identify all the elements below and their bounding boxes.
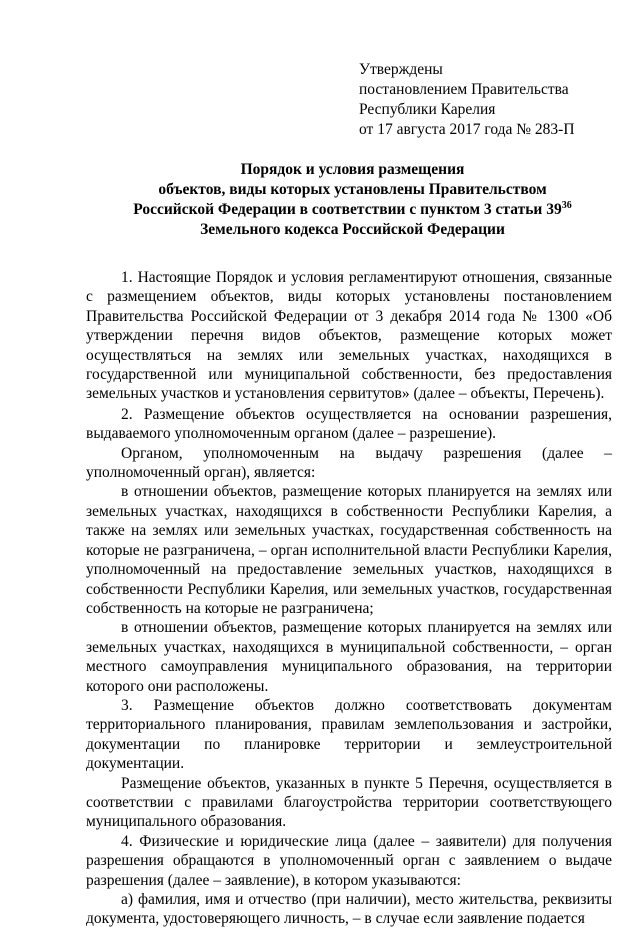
approval-line: Республики Карелия bbox=[359, 101, 496, 118]
title-superscript: 36 bbox=[561, 200, 572, 211]
paragraph: 3. Размещение объектов должно соответствовать документам территориального планирования, правилам землепользования и застройки, документации по планировке территории и землеустроительной документации. bbox=[86, 696, 612, 773]
document-title bbox=[60, 160, 640, 240]
paragraph: Размещение объектов, указанных в пункте 5 Перечня, осуществляется в соответствии с правилами благоустройства территории соответствующего муниципального образования. bbox=[86, 774, 612, 831]
paragraph: в отношении объектов, размещение которых планируется на землях или земельных участках, находящихся в собственности Республики Карелия, а также на землях или земельных участках, государственная собственность на которые не разграничена, – орган исполнительной власти Республики Карелия, уполномоченный на предоставление земельных участков, находящихся в собственности Республики Карелия, или земельных участков, государственная собственность на которые не разграничена; bbox=[86, 483, 612, 617]
paragraph: Органом, уполномоченным на выдачу разрешения (далее – уполномоченный орган), является: bbox=[86, 444, 612, 482]
paragraph: 2. Размещение объектов осуществляется на основании разрешения, выдаваемого уполномоченным органом (далее – разрешение). bbox=[86, 405, 612, 443]
title-line: Порядок и условия размещения bbox=[240, 161, 465, 178]
title-line: Земельного кодекса Российской Федерации bbox=[200, 221, 505, 238]
document-body bbox=[86, 268, 612, 929]
paragraph: 1. Настоящие Порядок и условия регламентируют отношения, связанные с размещением объектов, виды которых установлены постановлением Правительства Российской Федерации от 3 декабря 2014 года № 1300 «Об утверждении перечня видов объектов, размещение которых может осуществляться на землях или земельных участках, находящихся в государственной или муниципальной собственности, без предоставления земельных участков и установления сервитутов» (далее – объекты, Перечень). bbox=[86, 269, 612, 403]
title-line-text: Российской Федерации в соответствии с пунктом 3 статьи 39 bbox=[133, 201, 562, 218]
approval-stamp bbox=[359, 60, 575, 140]
title-line bbox=[60, 200, 640, 220]
title-line: объектов, виды которых установлены Правительством bbox=[158, 181, 547, 198]
approval-line: от 17 августа 2017 года № 283-П bbox=[359, 121, 575, 138]
approval-line: постановлением Правительства bbox=[359, 81, 569, 98]
paragraph: 4. Физические и юридические лица (далее – заявители) для получения разрешения обращаются в уполномоченный орган с заявлением о выдаче разрешения (далее – заявление), в котором указываются: bbox=[86, 832, 612, 889]
paragraph: в отношении объектов, размещение которых планируется на землях или земельных участках, находящихся в муниципальной собственности, – орган местного самоуправления муниципального образования, на территории которого они расположены. bbox=[86, 619, 612, 695]
paragraph: а) фамилия, имя и отчество (при наличии), место жительства, реквизиты документа, удостоверяющего личность, – в случае если заявление подается bbox=[86, 891, 612, 928]
approval-line: Утверждены bbox=[359, 61, 443, 78]
